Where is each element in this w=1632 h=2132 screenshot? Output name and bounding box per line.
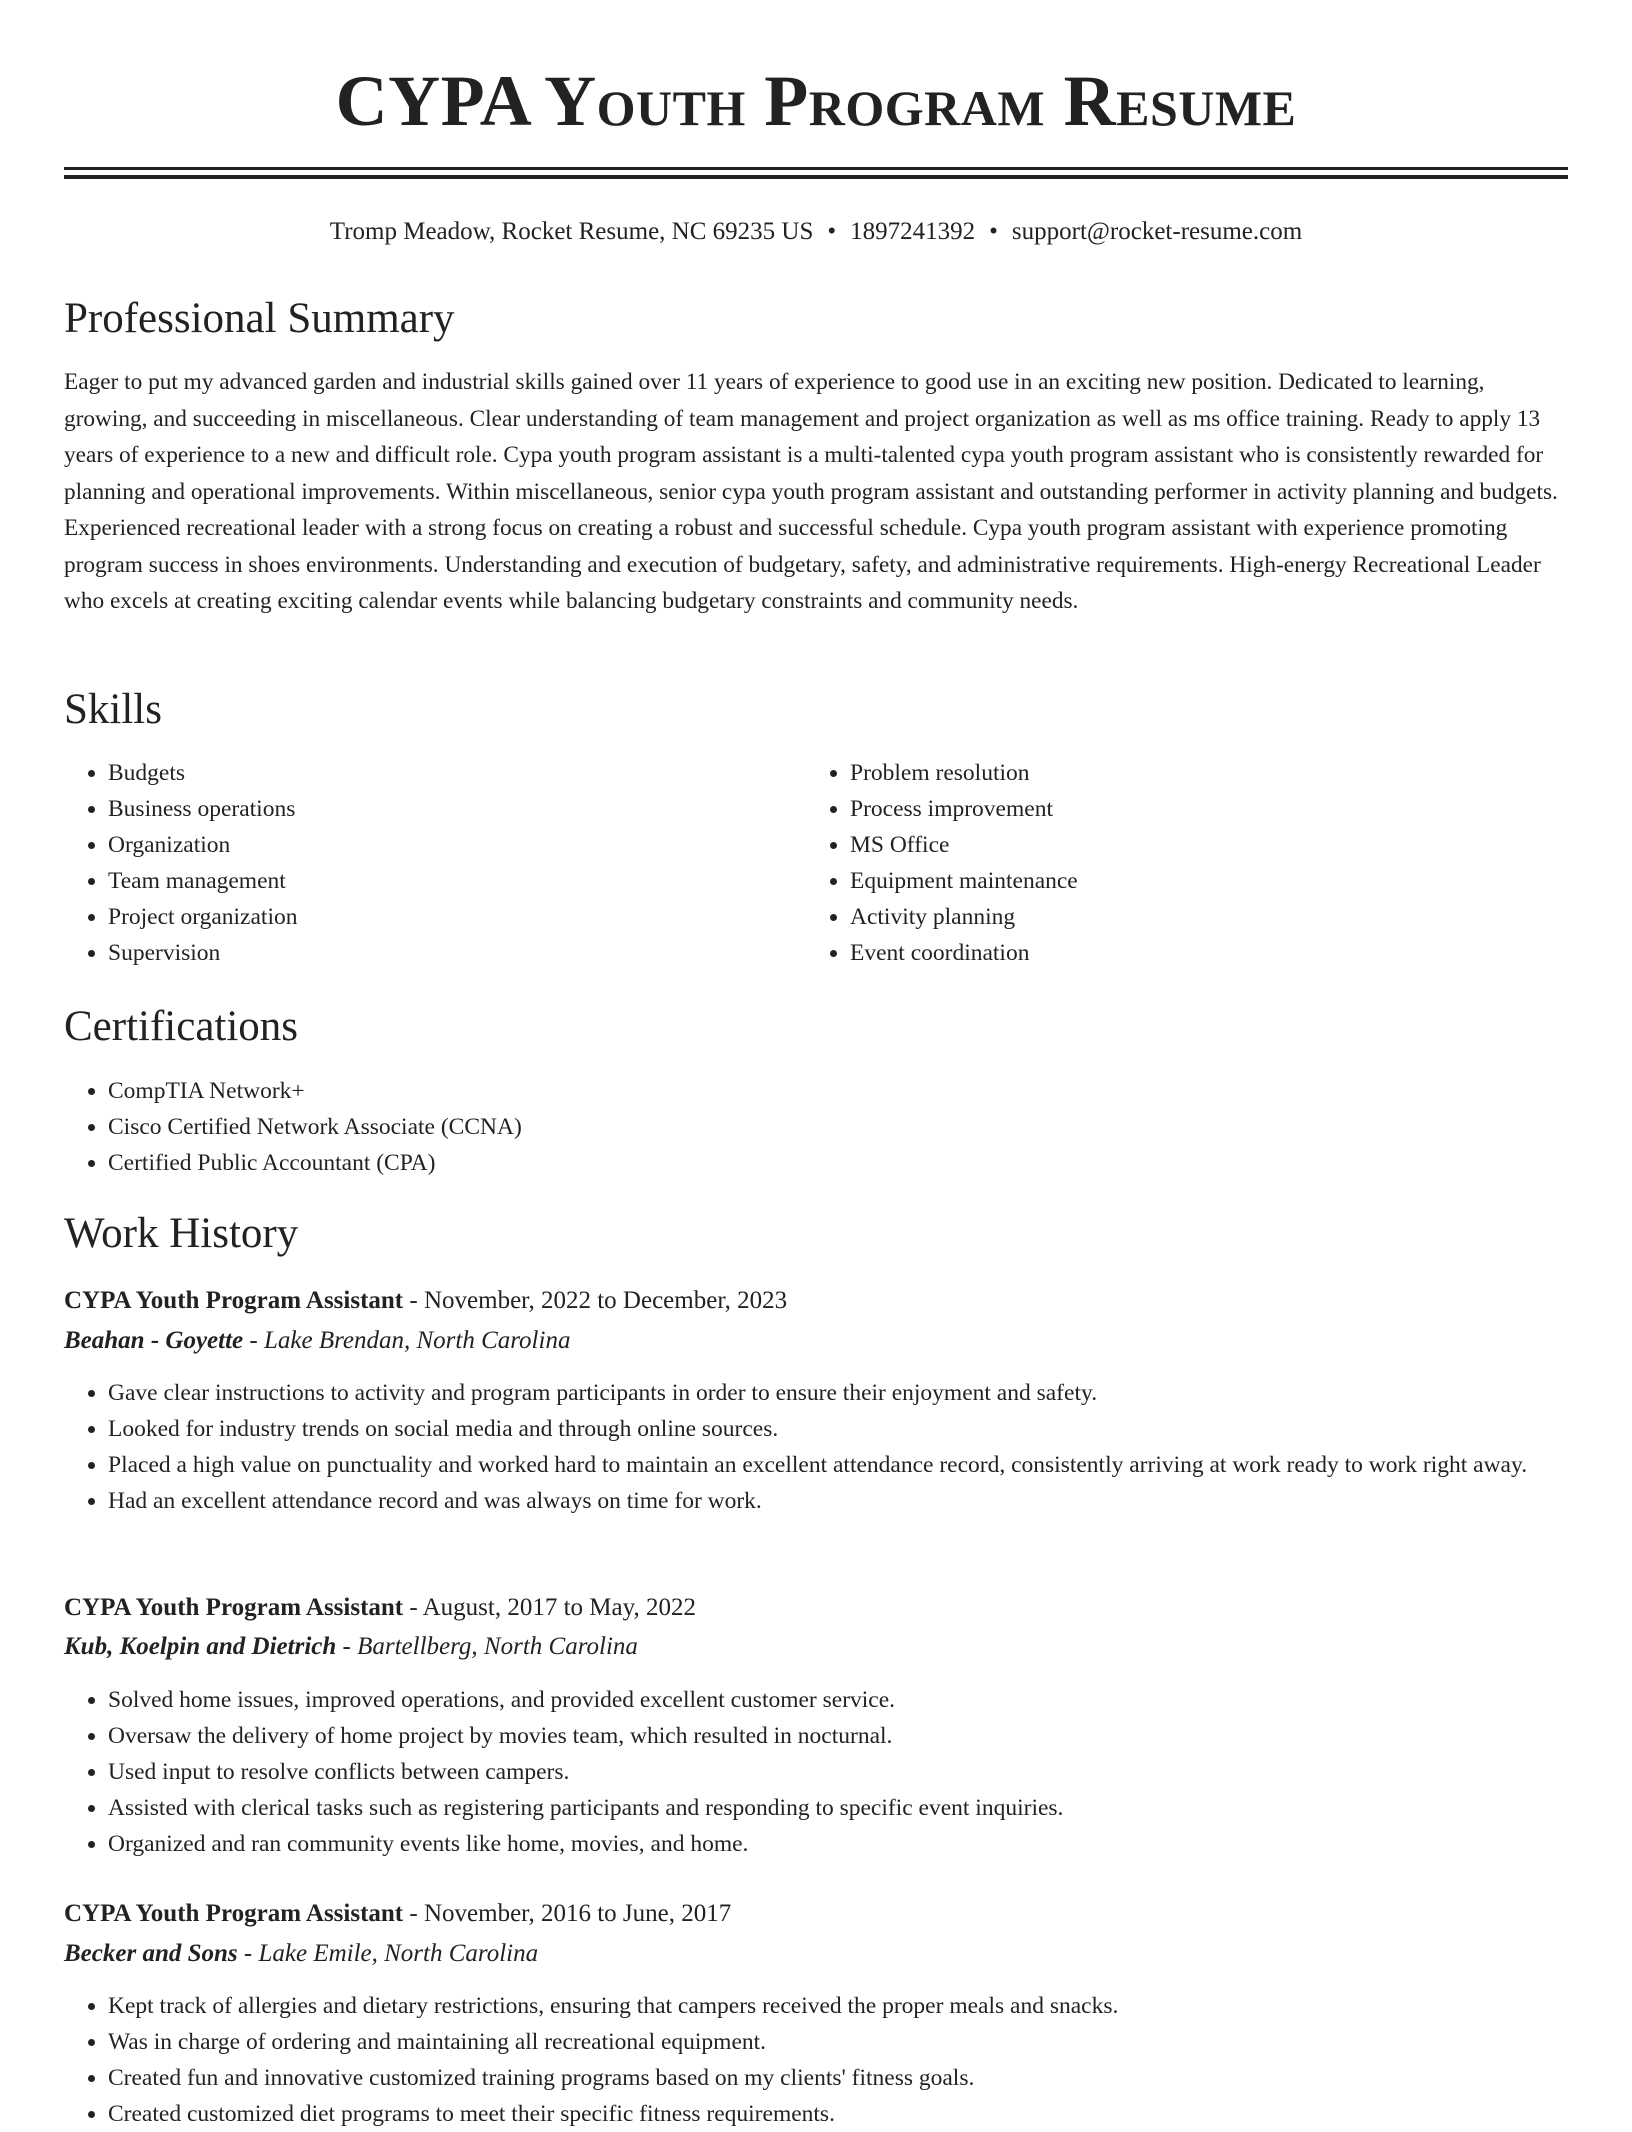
job-title: CYPA Youth Program Assistant	[64, 1594, 404, 1621]
title-rule-bottom	[64, 175, 1568, 179]
title-rule-top	[64, 167, 1568, 170]
job-bullet: • Organized and ran community events like home, movies, and home.	[108, 1826, 1568, 1862]
job-bullet: • Assisted with clerical tasks such as registering participants and responding to specific event inquiries.	[108, 1790, 1568, 1826]
certification-item: • Cisco Certified Network Associate (CCNA)	[108, 1109, 1568, 1145]
resume-title: CYPA Youth Program Resume	[335, 61, 1297, 141]
skill-item: • Project organization	[108, 899, 808, 935]
job-company: Kub, Koelpin and Dietrich	[64, 1633, 337, 1660]
skill-item: • Budgets	[108, 755, 808, 791]
skill-item: • Supervision	[108, 935, 808, 971]
contact-separator: •	[827, 218, 837, 245]
job-location: Bartellberg, North Carolina	[357, 1633, 638, 1660]
work-history-heading: Work History	[64, 1210, 299, 1257]
job-bullet: • Solved home issues, improved operations, and provided excellent customer service.	[108, 1682, 1568, 1718]
summary-heading: Professional Summary	[64, 295, 455, 342]
job-header: CYPA Youth Program Assistant - November, 2022 to December, 2023	[64, 1287, 788, 1314]
contact-line	[0, 214, 1632, 250]
contact-email: support@rocket-resume.com	[1011, 218, 1303, 245]
certifications-list	[64, 1073, 1568, 1181]
job-bullet: • Was in charge of ordering and maintaining all recreational equipment.	[108, 2024, 1568, 2060]
job-employer: Becker and Sons - Lake Emile, North Carolina	[64, 1940, 539, 1967]
contact-address: Tromp Meadow, Rocket Resume, NC 69235 US	[329, 218, 814, 245]
skill-item: • Process improvement	[850, 791, 1550, 827]
job-dates: November, 2016 to June, 2017	[423, 1900, 732, 1927]
certification-item: • CompTIA Network+	[108, 1073, 1568, 1109]
job-bullet: • Created fun and innovative customized training programs based on my clients' fitness goals.	[108, 2060, 1568, 2096]
skill-item: • Equipment maintenance	[850, 863, 1550, 899]
job-location: Lake Brendan, North Carolina	[263, 1327, 571, 1354]
skill-item: • MS Office	[850, 827, 1550, 863]
job-bullet: • Looked for industry trends on social media and through online sources.	[108, 1411, 1568, 1447]
skill-item: • Event coordination	[850, 935, 1550, 971]
job-employer: Beahan - Goyette - Lake Brendan, North Carolina	[64, 1327, 571, 1354]
job-company: Becker and Sons	[64, 1940, 238, 1967]
job-bullet: • Gave clear instructions to activity and program participants in order to ensure their enjoyment and safety.	[108, 1375, 1568, 1411]
certifications-heading: Certifications	[64, 1003, 299, 1050]
skills-list-left	[64, 755, 808, 971]
skills-heading: Skills	[64, 686, 162, 733]
job-bullet: • Placed a high value on punctuality and worked hard to maintain an excellent attendance record, consistently arriving at work ready to work right away.	[108, 1447, 1568, 1483]
job-header: CYPA Youth Program Assistant - August, 2017 to May, 2022	[64, 1594, 696, 1621]
certification-item: • Certified Public Accountant (CPA)	[108, 1145, 1568, 1181]
job-title: CYPA Youth Program Assistant	[64, 1287, 404, 1314]
job-dates: November, 2022 to December, 2023	[423, 1287, 788, 1314]
job-bullets	[64, 1988, 1568, 2132]
job-header: CYPA Youth Program Assistant - November, 2016 to June, 2017	[64, 1900, 732, 1927]
skill-item: • Organization	[108, 827, 808, 863]
summary-text: Eager to put my advanced garden and industrial skills gained over 11 years of experience to good use in an exciting new position. Dedicated to learning, growing, and succeeding in miscellaneous. Clear understanding of team management and project organization as well as ms office training. Ready to apply 13 years of experience to a new and difficult role. Cypa youth program assistant is a multi-talented cypa youth program assistant who is consistently rewarded for planning and operational improvements. Within miscellaneous, senior cypa youth program assistant and outstanding performer in activity planning and budgets. Experienced recreational leader with a strong focus on creating a robust and successful schedule. Cypa youth program assistant with experience promoting program success in shoes environments. Understanding and execution of budgetary, safety, and administrative requirements. High-energy Recreational Leader who excels at creating exciting calendar events while balancing budgetary constraints and community needs.	[64, 369, 1558, 614]
job-bullet: • Had an excellent attendance record and was always on time for work.	[108, 1483, 1568, 1519]
job-bullet: • Oversaw the delivery of home project by movies team, which resulted in nocturnal.	[108, 1718, 1568, 1754]
job-dates: August, 2017 to May, 2022	[422, 1594, 696, 1621]
job-bullets	[64, 1682, 1568, 1862]
contact-separator: •	[989, 218, 998, 245]
job-bullets	[64, 1375, 1568, 1519]
job-bullet: • Kept track of allergies and dietary restrictions, ensuring that campers received the proper meals and snacks.	[108, 1988, 1568, 2024]
contact-phone: 1897241392	[850, 218, 976, 245]
job-location: Lake Emile, North Carolina	[258, 1940, 539, 1967]
skill-item: • Activity planning	[850, 899, 1550, 935]
job-company: Beahan - Goyette	[64, 1327, 244, 1354]
job-bullet: • Used input to resolve conflicts between campers.	[108, 1754, 1568, 1790]
skill-item: • Problem resolution	[850, 755, 1550, 791]
skills-list-right	[806, 755, 1550, 971]
job-bullet: • Created customized diet programs to meet their specific fitness requirements.	[108, 2096, 1568, 2132]
job-employer: Kub, Koelpin and Dietrich - Bartellberg, North Carolina	[64, 1633, 638, 1660]
skill-item: • Team management	[108, 863, 808, 899]
job-title: CYPA Youth Program Assistant	[64, 1900, 404, 1927]
skill-item: • Business operations	[108, 791, 808, 827]
